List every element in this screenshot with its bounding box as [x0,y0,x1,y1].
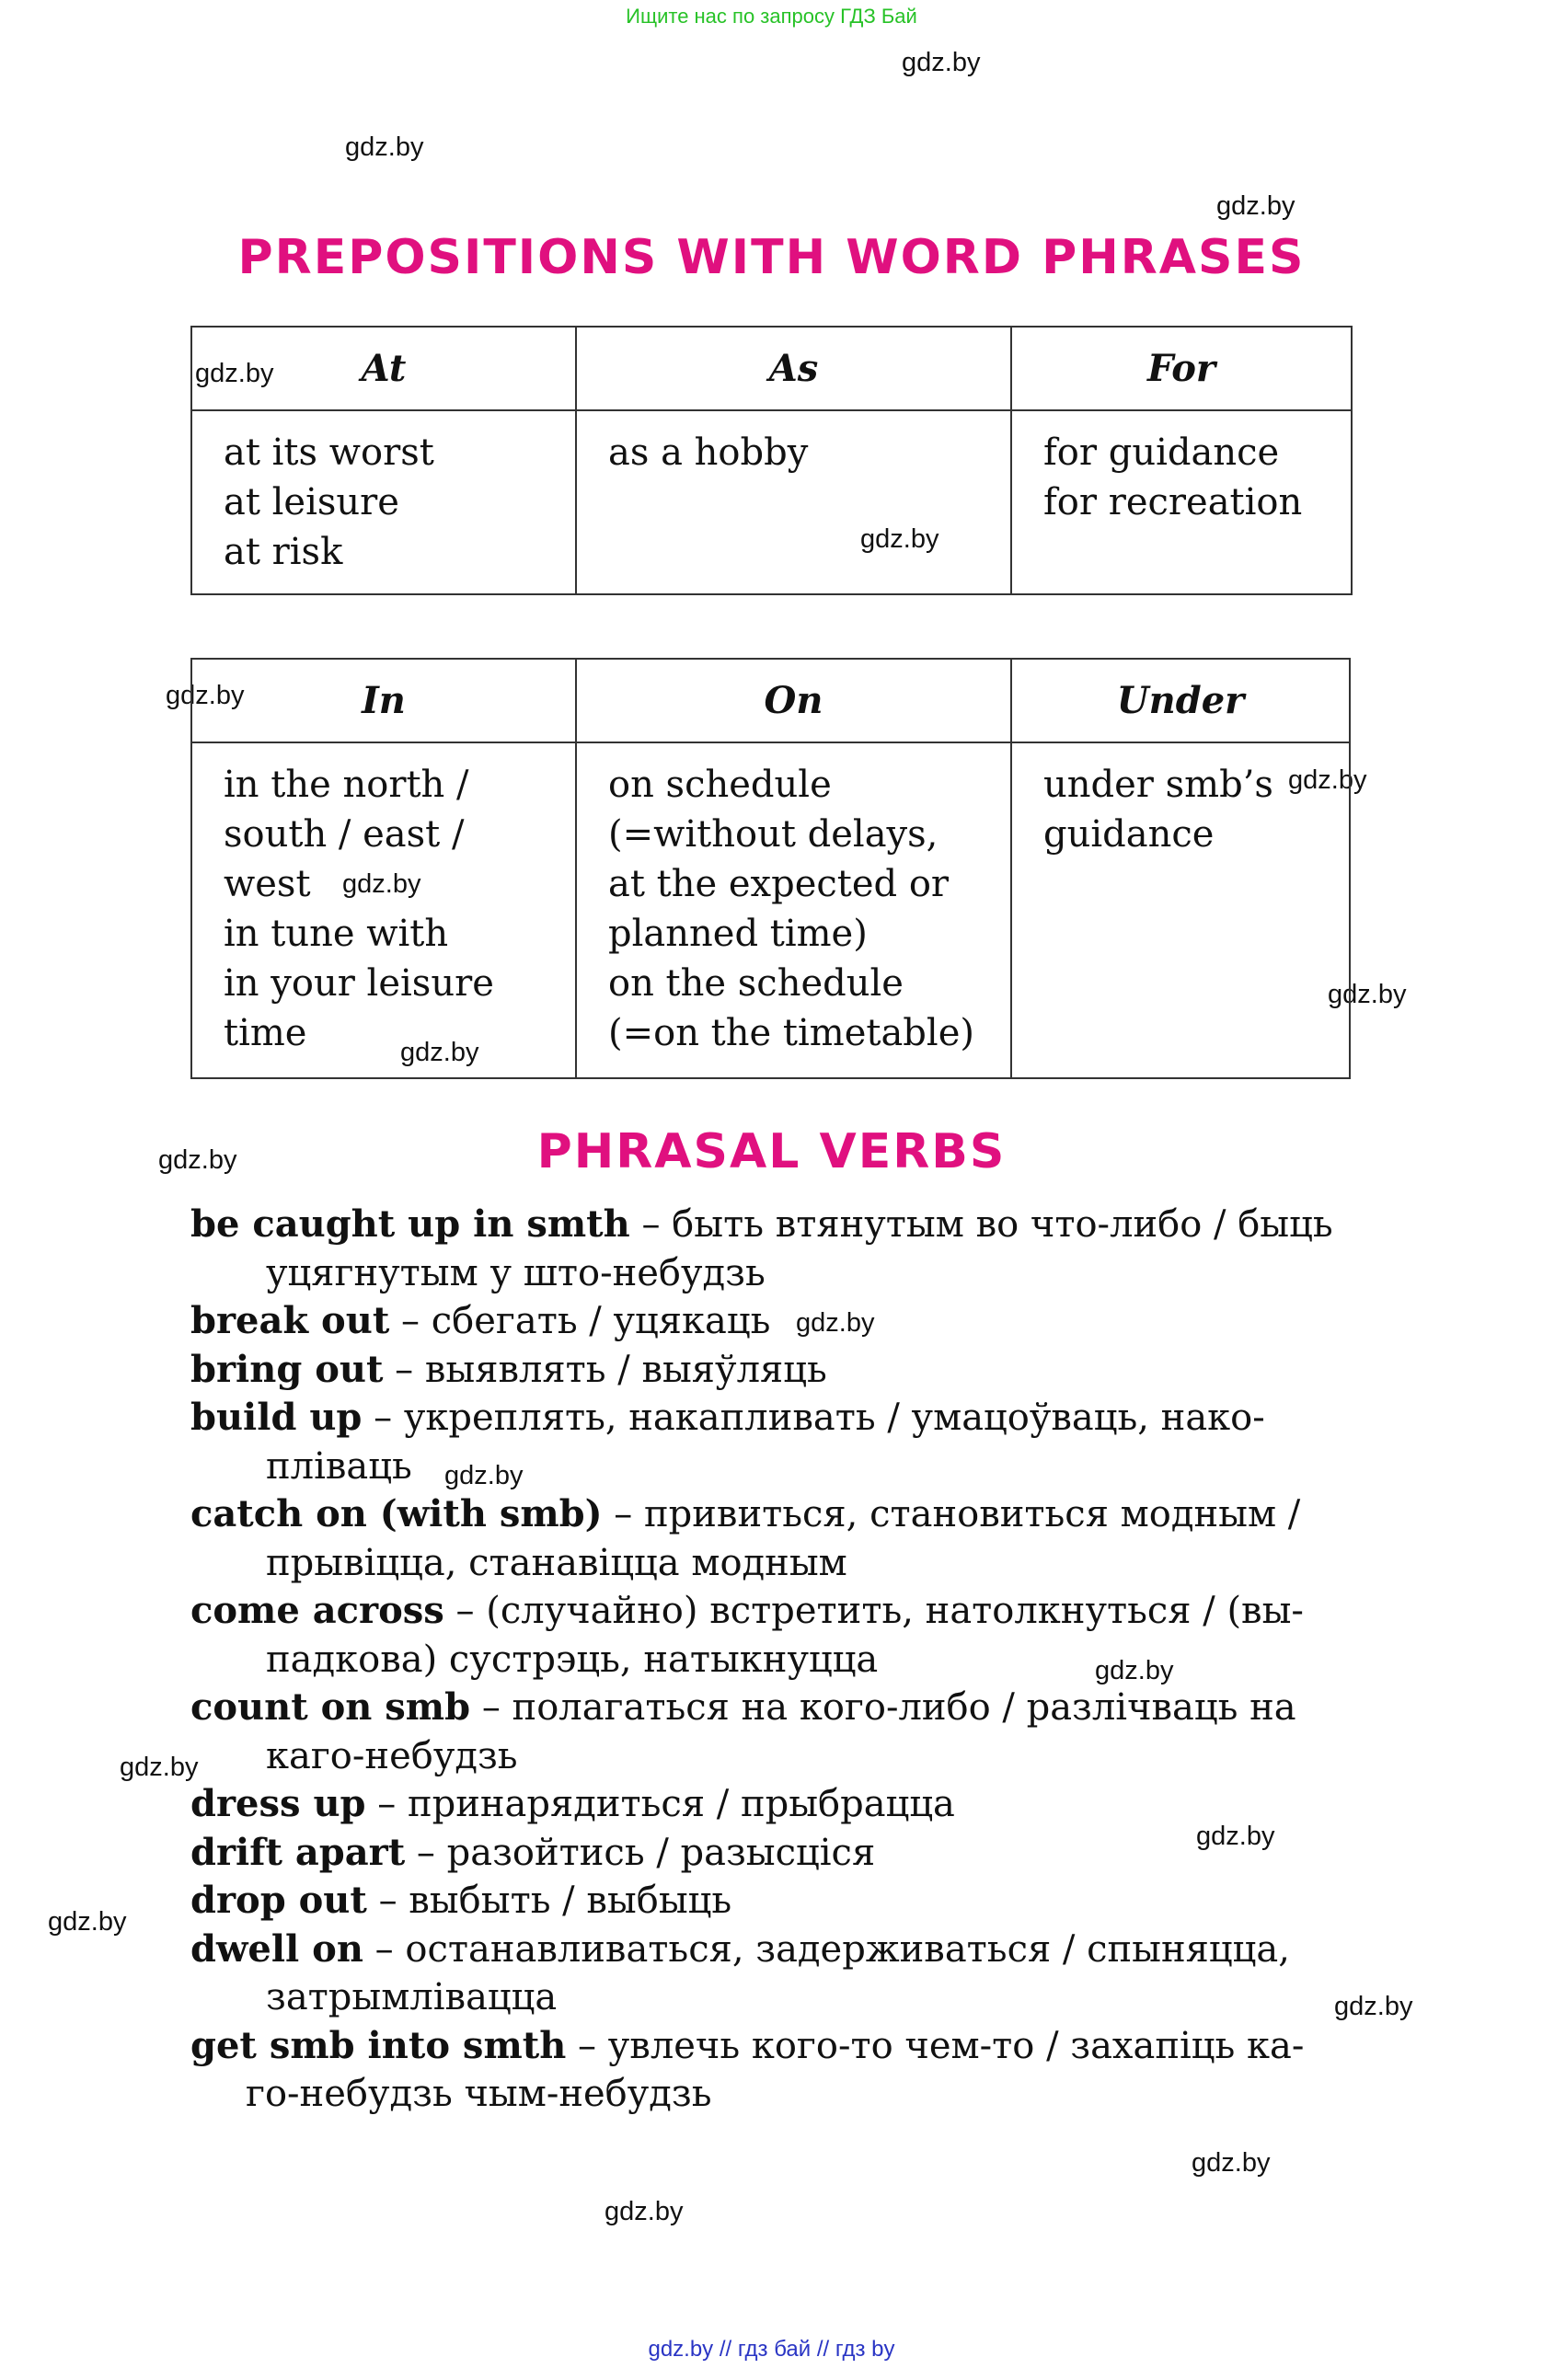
phrase: (=without delays, [608,813,938,856]
list-item [190,1926,1350,2022]
translation: – разойтись / разысціся [405,1831,876,1874]
watermark: gdz.by [1095,1656,1174,1685]
list-item [190,1587,1350,1684]
phrase: in your leisure [224,962,494,1005]
list-item [190,1394,1350,1490]
phrase: at leisure [224,481,399,523]
prepositions-table-2 [190,658,1351,1079]
phrase: time [224,1012,307,1054]
watermark: gdz.by [1196,1822,1275,1851]
phrase: at the expected or [608,863,950,905]
translation: падкова) сустрэць, натыкнуцца [266,1638,879,1681]
watermark: gdz.by [1334,1992,1413,2021]
phrasal-verb-term: dress up [190,1782,366,1825]
phrase: in the north / [224,764,469,806]
cell-on [576,742,1011,1078]
list-item [190,1877,1350,1926]
translation: – быть втянутым во что-либо / быць [629,1203,1333,1246]
phrase: for recreation [1043,481,1303,523]
phrase: guidance [1043,813,1215,856]
translation: прывіцца, станавіцца модным [266,1541,847,1584]
translation: уцягнутым у што-небудзь [266,1251,766,1294]
list-item [190,2022,1350,2119]
phrasal-verb-term: bring out [190,1347,384,1391]
watermark: gdz.by [1288,765,1367,795]
translation: – сбегать / уцякаць [389,1300,771,1342]
list-item [190,1297,1350,1346]
watermark: gdz.by [1328,980,1407,1009]
phrase: on the schedule [608,962,904,1005]
top-search-note: Ищите нас по запросу ГДЗ Бай [626,5,917,28]
translation: – принарядиться / прыбрацца [365,1783,955,1825]
phrasal-verbs-list [190,1201,1350,2119]
column-header-on: On [576,659,1011,742]
cell-under [1011,742,1350,1078]
translation: – увлечь кого-то чем-то / захапіць ка- [566,2024,1305,2067]
translation: – выбыть / выбыць [366,1880,732,1922]
prepositions-heading: PREPOSITIONS WITH WORD PHRASES [237,230,1306,285]
phrasal-verb-term: be caught up in smth [190,1202,630,1246]
watermark: gdz.by [158,1145,237,1175]
column-header-under: Under [1011,659,1350,742]
column-header-at: At [191,327,576,410]
list-item [190,1346,1350,1395]
phrasal-verb-term: get smb into smth [190,2023,567,2067]
list-item [190,1684,1350,1780]
cell-in [191,742,576,1078]
translation: затрымлівацца [266,1976,558,2018]
phrase: in tune with [224,913,449,955]
translation: – полагаться на кого-либо / разлічваць на [470,1686,1296,1729]
watermark: gdz.by [796,1308,875,1338]
watermark: gdz.by [1192,2148,1271,2178]
phrasal-verbs-heading: PHRASAL VERBS [536,1124,1007,1179]
cell-as [576,410,1011,594]
list-item [190,1780,1350,1829]
watermark: gdz.by [1216,191,1295,221]
phrasal-verb-term: drop out [190,1879,367,1922]
list-item [190,1829,1350,1878]
phrase: as a hobby [608,431,809,474]
watermark: gdz.by [48,1907,127,1937]
watermark: gdz.by [444,1461,524,1490]
watermark: gdz.by [860,524,939,554]
cell-for [1011,410,1352,594]
translation: – укреплять, накапливать / умацоўваць, нако- [362,1397,1265,1439]
phrase: on schedule [608,764,832,806]
phrase: west [224,863,311,905]
cell-at [191,410,576,594]
translation: го-небудзь чым-небудзь [246,2073,712,2115]
translation: пліваць [266,1444,412,1488]
phrase: planned time) [608,913,868,955]
phrase: for guidance [1043,431,1280,474]
watermark: gdz.by [342,869,421,899]
translation: – (случайно) встретить, натолкнуться / (вы- [443,1590,1304,1632]
translation: каго-небудзь [266,1734,518,1777]
watermark: gdz.by [166,681,245,710]
translation: – выявлять / выяўляць [383,1348,827,1391]
list-item [190,1490,1350,1587]
phrase: at its worst [224,431,434,474]
translation: – привиться, становиться модным / [602,1493,1301,1535]
watermark: gdz.by [400,1038,479,1067]
phrase: (=on the timetable) [608,1012,974,1054]
prepositions-table-1 [190,326,1353,595]
column-header-in: In [191,659,576,742]
phrasal-verb-term: break out [190,1299,390,1342]
watermark: gdz.by [345,132,424,162]
phrasal-verb-term: build up [190,1396,363,1439]
phrase: under smb’s [1043,764,1273,806]
watermark: gdz.by [120,1753,199,1782]
column-header-as: As [576,327,1011,410]
footer-links[interactable]: gdz.by // гдз бай // гдз by [648,2337,895,2362]
watermark: gdz.by [195,359,274,388]
watermark: gdz.by [902,48,981,77]
phrasal-verb-term: count on smb [190,1685,471,1729]
phrasal-verb-term: come across [190,1589,444,1632]
list-item [190,1201,1350,1297]
phrase: south / east / [224,813,465,856]
phrasal-verb-term: dwell on [190,1926,363,1971]
phrase: at risk [224,531,343,573]
translation: – останавливаться, задерживаться / спыняцца, [363,1927,1290,1971]
watermark: gdz.by [605,2197,684,2226]
column-header-for: For [1011,327,1352,410]
phrasal-verb-term: catch on (with smb) [190,1492,603,1535]
phrasal-verb-term: drift apart [190,1830,406,1874]
